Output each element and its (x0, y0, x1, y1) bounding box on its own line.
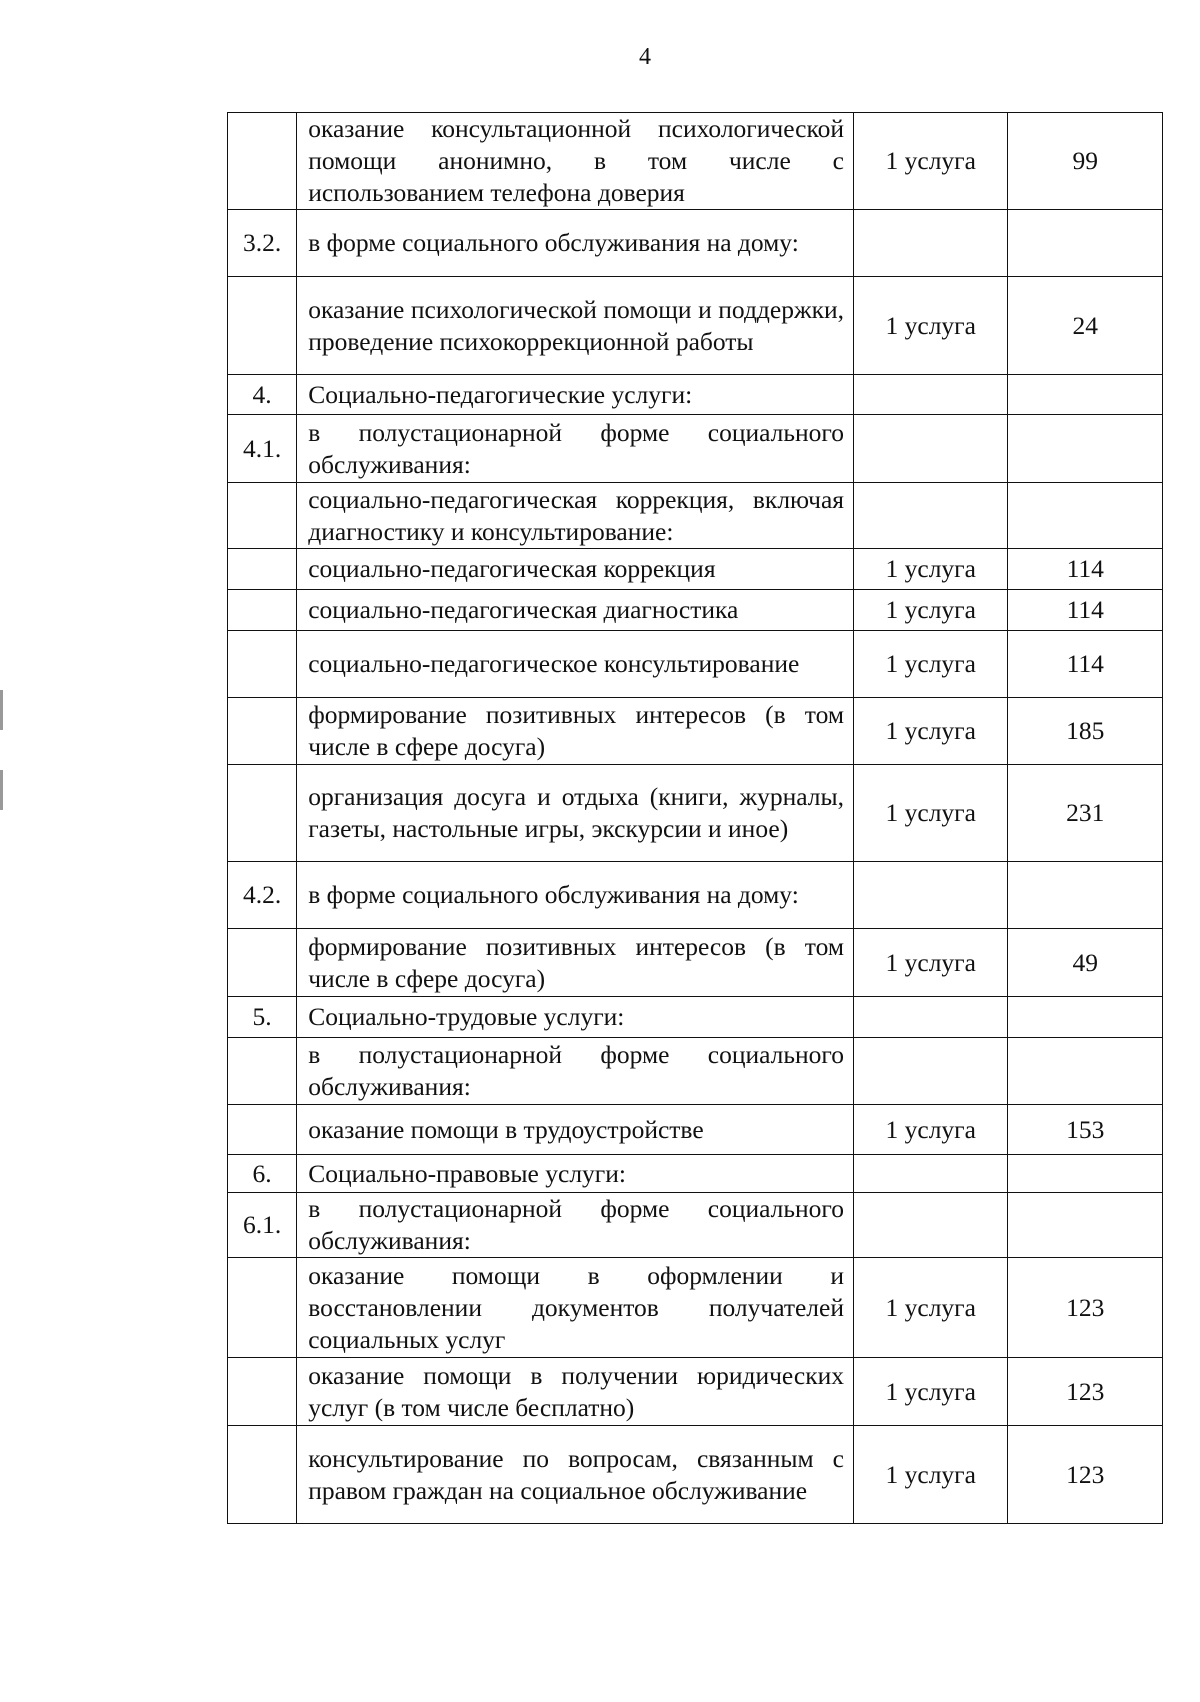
service-unit (854, 862, 1008, 929)
service-price (1008, 375, 1163, 415)
service-price (1008, 862, 1163, 929)
service-name: в полустационарной форме социального обслуживания: (297, 415, 854, 483)
table-row (228, 698, 1163, 765)
service-price: 123 (1008, 1258, 1163, 1358)
row-number (228, 1038, 297, 1105)
service-price (1008, 997, 1163, 1038)
service-name: в форме социального обслуживания на дому: (297, 210, 854, 277)
row-number (228, 483, 297, 549)
service-name: социально-педагогическая коррекция, включая диагностику и консультирование: (297, 483, 854, 549)
service-name: социально-педагогическое консультирование (297, 631, 854, 698)
table-row (228, 1038, 1163, 1105)
table-row (228, 862, 1163, 929)
service-price: 123 (1008, 1426, 1163, 1524)
service-price: 49 (1008, 929, 1163, 997)
service-unit: 1 услуга (854, 1426, 1008, 1524)
service-name: в полустационарной форме социального обслуживания: (297, 1193, 854, 1258)
row-number: 4.2. (228, 862, 297, 929)
row-number: 4. (228, 375, 297, 415)
row-number (228, 549, 297, 590)
service-name: формирование позитивных интересов (в том числе в сфере досуга) (297, 698, 854, 765)
table-row (228, 415, 1163, 483)
table-row (228, 997, 1163, 1038)
service-price: 114 (1008, 549, 1163, 590)
row-number (228, 1105, 297, 1155)
table-row (228, 1155, 1163, 1193)
row-number (228, 698, 297, 765)
service-price (1008, 415, 1163, 483)
service-unit: 1 услуга (854, 1258, 1008, 1358)
service-unit (854, 997, 1008, 1038)
row-number (228, 1358, 297, 1426)
service-unit (854, 210, 1008, 277)
row-number (228, 1258, 297, 1358)
service-unit: 1 услуга (854, 1105, 1008, 1155)
service-name: оказание помощи в оформлении и восстановлении документов получателей социальных услуг (297, 1258, 854, 1358)
table-row (228, 1426, 1163, 1524)
service-name: Социально-педагогические услуги: (297, 375, 854, 415)
service-name: социально-педагогическая коррекция (297, 549, 854, 590)
service-price: 185 (1008, 698, 1163, 765)
service-price: 123 (1008, 1358, 1163, 1426)
table-row (228, 549, 1163, 590)
service-unit: 1 услуга (854, 698, 1008, 765)
service-name: организация досуга и отдыха (книги, журналы, газеты, настольные игры, экскурсии и иное) (297, 765, 854, 862)
table-row (228, 765, 1163, 862)
table-row (228, 375, 1163, 415)
service-price: 114 (1008, 590, 1163, 631)
tariff-table (227, 112, 1163, 1524)
table-row (228, 929, 1163, 997)
service-unit (854, 415, 1008, 483)
row-number: 3.2. (228, 210, 297, 277)
service-unit: 1 услуга (854, 590, 1008, 631)
service-unit (854, 483, 1008, 549)
row-number (228, 590, 297, 631)
service-price (1008, 1038, 1163, 1105)
scan-edge-mark (0, 690, 3, 730)
table-row (228, 277, 1163, 375)
table-row (228, 210, 1163, 277)
page-number: 4 (639, 44, 651, 70)
service-unit: 1 услуга (854, 929, 1008, 997)
row-number: 5. (228, 997, 297, 1038)
table-row (228, 1105, 1163, 1155)
row-number (228, 1426, 297, 1524)
service-price: 114 (1008, 631, 1163, 698)
service-unit: 1 услуга (854, 765, 1008, 862)
row-number (228, 631, 297, 698)
service-unit (854, 1155, 1008, 1193)
service-name: оказание помощи в трудоустройстве (297, 1105, 854, 1155)
service-name: консультирование по вопросам, связанным с правом граждан на социальное обслуживание (297, 1426, 854, 1524)
row-number (228, 277, 297, 375)
table-row (228, 631, 1163, 698)
service-unit (854, 1193, 1008, 1258)
row-number: 4.1. (228, 415, 297, 483)
service-price: 24 (1008, 277, 1163, 375)
service-unit: 1 услуга (854, 1358, 1008, 1426)
service-price: 99 (1008, 113, 1163, 210)
scan-edge-mark (0, 770, 3, 810)
service-unit: 1 услуга (854, 631, 1008, 698)
service-price (1008, 210, 1163, 277)
service-name: Социально-трудовые услуги: (297, 997, 854, 1038)
table-row (228, 1258, 1163, 1358)
service-price (1008, 1155, 1163, 1193)
service-unit (854, 1038, 1008, 1105)
table-row (228, 113, 1163, 210)
service-name: оказание помощи в получении юридических услуг (в том числе бесплатно) (297, 1358, 854, 1426)
table-row (228, 1193, 1163, 1258)
row-number: 6.1. (228, 1193, 297, 1258)
service-price (1008, 483, 1163, 549)
service-name: социально-педагогическая диагностика (297, 590, 854, 631)
service-unit: 1 услуга (854, 549, 1008, 590)
service-price: 153 (1008, 1105, 1163, 1155)
service-name: в полустационарной форме социального обслуживания: (297, 1038, 854, 1105)
service-name: в форме социального обслуживания на дому: (297, 862, 854, 929)
service-unit: 1 услуга (854, 277, 1008, 375)
table-row (228, 590, 1163, 631)
row-number (228, 929, 297, 997)
service-price (1008, 1193, 1163, 1258)
table-row (228, 1358, 1163, 1426)
service-unit (854, 375, 1008, 415)
service-name: Социально-правовые услуги: (297, 1155, 854, 1193)
table-row (228, 483, 1163, 549)
service-name: формирование позитивных интересов (в том числе в сфере досуга) (297, 929, 854, 997)
service-price: 231 (1008, 765, 1163, 862)
row-number: 6. (228, 1155, 297, 1193)
service-unit: 1 услуга (854, 113, 1008, 210)
service-name: оказание консультационной психологической помощи анонимно, в том числе с использованием телефона доверия (297, 113, 854, 210)
row-number (228, 113, 297, 210)
service-name: оказание психологической помощи и поддержки, проведение психокоррекционной работы (297, 277, 854, 375)
row-number (228, 765, 297, 862)
